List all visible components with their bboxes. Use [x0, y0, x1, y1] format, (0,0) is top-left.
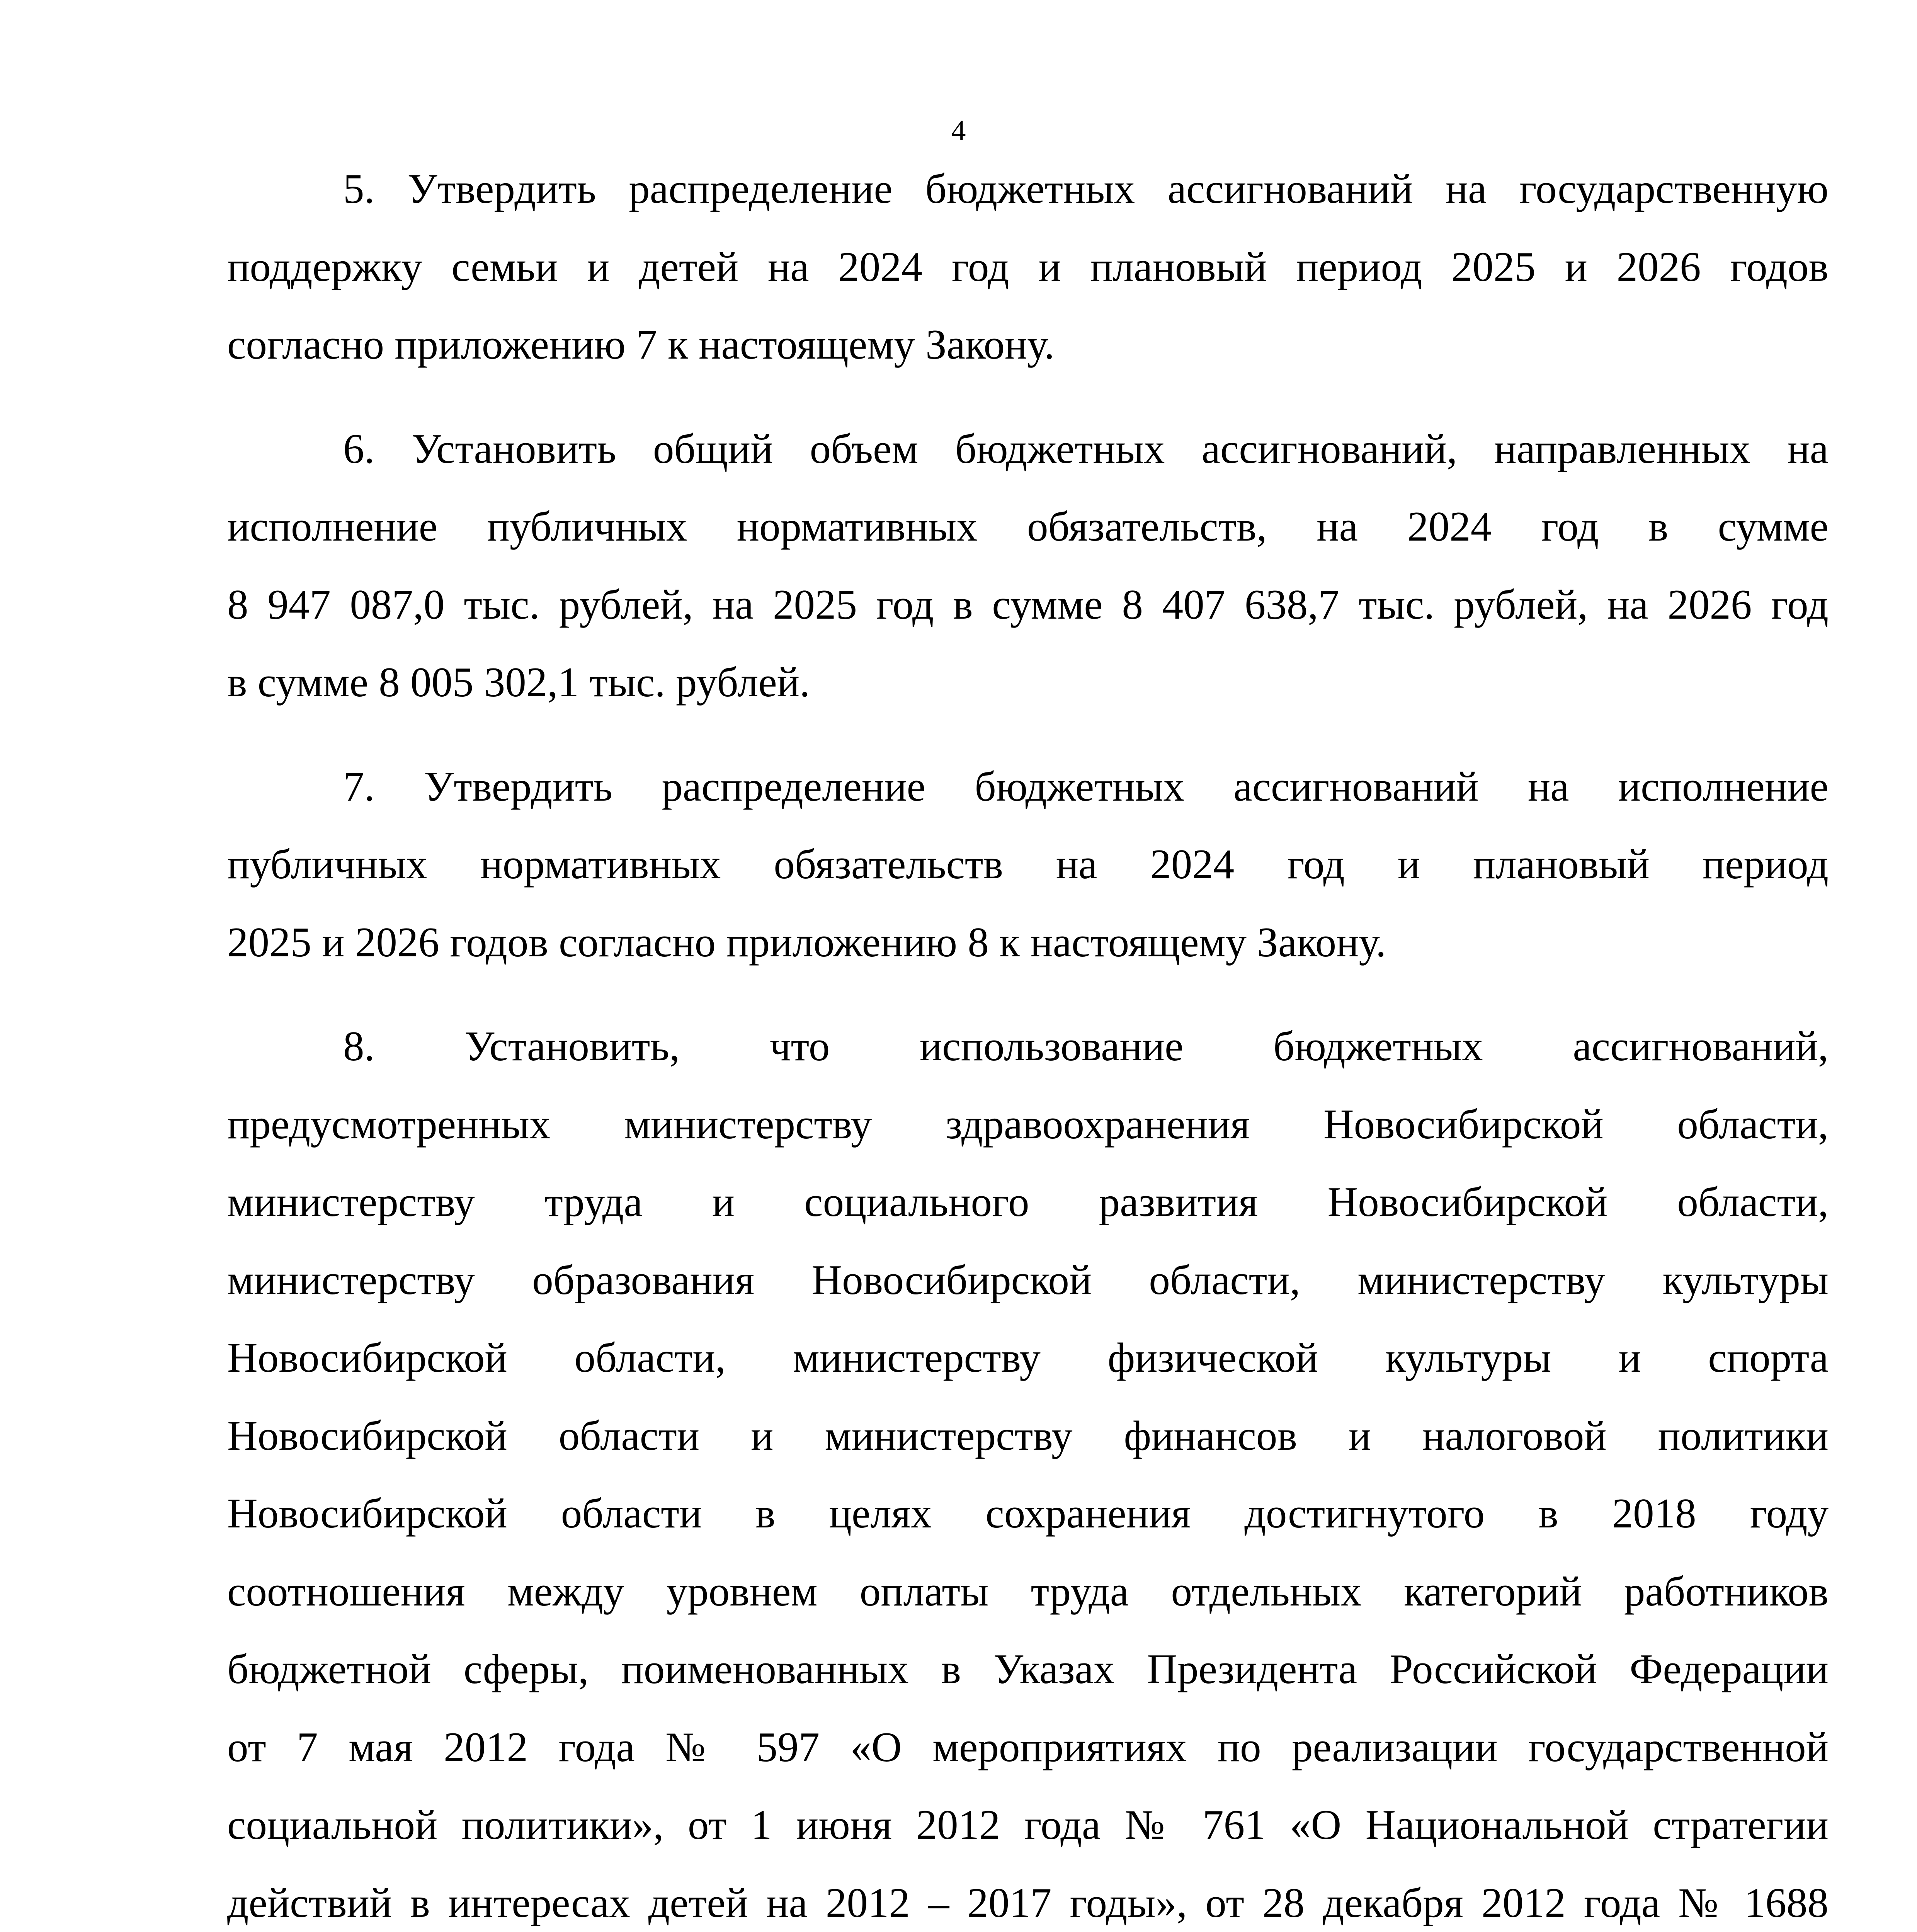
- paragraph-line: 8 947 087,0 тыс. рублей, на 2025 год в сумме 8 407 638,7 тыс. рублей, на 2026 год: [227, 581, 1829, 628]
- paragraph-line: 6. Установить общий объем бюджетных ассигнований, направленных на: [343, 425, 1829, 472]
- paragraph-line: Новосибирской области, министерству физической культуры и спорта: [227, 1334, 1829, 1381]
- paragraph-line: поддержку семьи и детей на 2024 год и плановый период 2025 и 2026 годов: [227, 243, 1829, 290]
- paragraph-5: [227, 150, 1829, 384]
- paragraph-line: Новосибирской области в целях сохранения достигнутого в 2018 году: [227, 1490, 1829, 1537]
- paragraph-line: бюджетной сферы, поименованных в Указах Президента Российской Федерации: [227, 1646, 1829, 1692]
- paragraph-line: 8. Установить, что использование бюджетных ассигнований,: [343, 1023, 1829, 1070]
- paragraph-line: от 7 мая 2012 года № 597 «О мероприятиях по реализации государственной: [227, 1723, 1829, 1770]
- paragraph-line: министерству образования Новосибирской области, министерству культуры: [227, 1256, 1829, 1303]
- paragraph-line: 7. Утвердить распределение бюджетных ассигнований на исполнение: [343, 763, 1829, 810]
- paragraph-line: Новосибирской области и министерству финансов и налоговой политики: [227, 1412, 1829, 1459]
- paragraph-line: публичных нормативных обязательств на 2024 год и плановый период: [227, 841, 1829, 888]
- paragraph-line: в сумме 8 005 302,1 тыс. рублей.: [227, 659, 810, 706]
- paragraph-7: [227, 748, 1829, 981]
- paragraph-line: соотношения между уровнем оплаты труда отдельных категорий работников: [227, 1568, 1829, 1615]
- paragraph-8: [227, 1007, 1829, 1932]
- paragraph-line: действий в интересах детей на 2012 – 2017 годы», от 28 декабря 2012 года № 1688: [227, 1879, 1829, 1926]
- paragraph-line: министерству труда и социального развития Новосибирской области,: [227, 1179, 1829, 1225]
- paragraph-line: 5. Утвердить распределение бюджетных ассигнований на государственную: [343, 165, 1829, 212]
- paragraph-6: [227, 410, 1829, 721]
- document-body: [227, 150, 1829, 1932]
- paragraph-line: предусмотренных министерству здравоохранения Новосибирской области,: [227, 1100, 1829, 1148]
- paragraph-line: 2025 и 2026 годов согласно приложению 8 к настоящему Закону.: [227, 918, 1386, 966]
- paragraph-line: согласно приложению 7 к настоящему Закону.: [227, 321, 1055, 368]
- page-number: 4: [951, 114, 966, 147]
- paragraph-line: исполнение публичных нормативных обязательств, на 2024 год в сумме: [227, 503, 1829, 550]
- paragraph-line: социальной политики», от 1 июня 2012 года № 761 «О Национальной стратегии: [227, 1801, 1829, 1848]
